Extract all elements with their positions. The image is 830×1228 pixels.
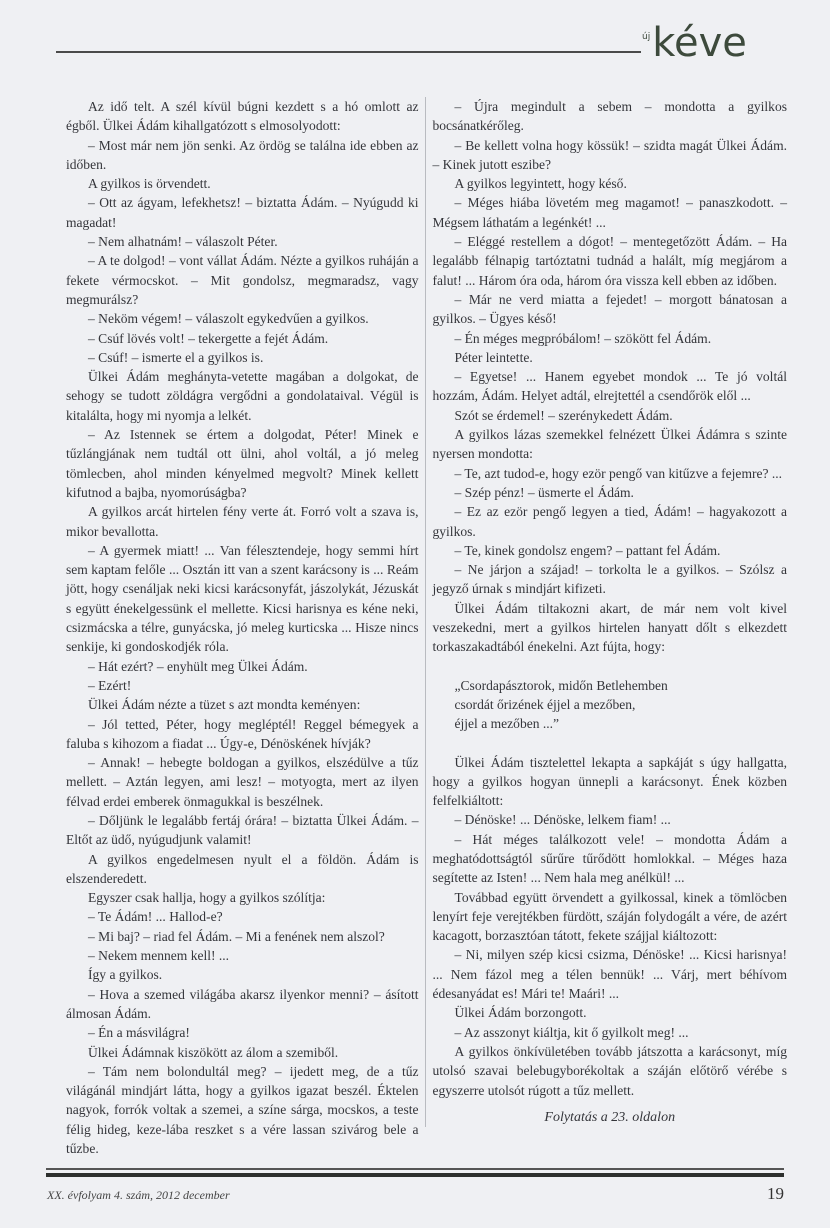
paragraph: – Be kellett volna hogy kössük! – szidta magát Ülkei Ádám. – Kinek jutott eszibe? [432, 137, 787, 172]
article-body [66, 95, 787, 1158]
poem-line: éjjel a mezőben ...” [454, 716, 560, 732]
poem-quote [455, 676, 788, 734]
paragraph: – Te, kinek gondolsz engem? – pattant fel Ádám. [454, 542, 721, 558]
paragraph: – Mi baj? – riad fel Ádám. – Mi a fenének nem alszol? [88, 928, 385, 944]
left-text-column [66, 97, 425, 1158]
magazine-logo [642, 20, 747, 66]
paragraph: Ülkei Ádám tisztelettel lekapta a sapkáját s úgy hallgatta, hogy a gyilkos hogyan ünnepli a karácsonyt. Ének közben felfelkiáltott: [432, 754, 787, 809]
header-rule [56, 51, 641, 53]
paragraph: – Annak! – hebegte boldogan a gyilkos, elszédülve a tűz mellett. – Aztán legyen, ami lesz! – motyogta, mert az ilyen félvad erdei emberek önmagukkal is beszélnek. [66, 755, 419, 809]
paragraph: Ülkei Ádám tiltakozni akart, de már nem volt kivel veszekedni, mert a gyilkos hirtelen hanyatt dőlt s elkezdett torkaszakadtából énekelni. Azt fújta, hogy: [432, 600, 787, 655]
paragraph: Ülkei Ádám nézte a tüzet s azt mondta keményen: [88, 697, 361, 713]
paragraph: – Dőljünk le legalább fertáj órára! – biztatta Ülkei Ádám. – Eltőt az üdő, nyúgudjunk valamit! [66, 812, 419, 848]
paragraph: – Most már nem jön senki. Az ördög se találna ide ebben az időben. [66, 137, 419, 172]
paragraph: A gyilkos önkívületében tovább játszotta a karácsonyt, míg utolsó szavai belebugyborékoltak a száján előtörő vérébe s egyszerre utolsót rúgott a tűz mellett. [432, 1043, 787, 1098]
right-text-column [425, 97, 788, 1127]
logo-small-text: új [642, 32, 651, 42]
paragraph: Ülkei Ádám meghányta-vetette magában a dolgokat, de sehogy se tudott zöldágra vergődni a gondolataival. Végül is kitalálta, hogy mi nyomja a lelkét. [66, 369, 419, 423]
poem-line: „Csordapásztorok, midőn Betlehemben [454, 677, 668, 693]
paragraph: – Csúf lövés volt! – tekergette a fejét Ádám. [88, 330, 329, 346]
paragraph: – Egyetse! ... Hanem egyebet mondok ... Te jó voltál hozzám, Ádám. Helyet adtál, elrejtettél a csendőrök elől ... [432, 369, 787, 404]
paragraph: – Az Istennek se értem a dolgodat, Péter! Minek e tűzlángjának nem tudtál ott ülni, ahol voltál, a jó meleg tömlecben, ahol minden kényelmed megvolt? Minek kellett kifutnod a bajba, nyomorúságba? [66, 427, 419, 500]
paragraph: – Én méges megpróbálom! – szökött fel Ádám. [454, 330, 712, 346]
paragraph: A gyilkos arcát hirtelen fény verte át. Forró volt a szava is, mikor bevallotta. [66, 504, 419, 539]
paragraph: Így a gyilkos. [88, 967, 163, 983]
paragraph: – Neköm végem! – válaszolt egykedvűen a gyilkos. [88, 311, 369, 327]
paragraph: – Eléggé restellem a dógot! – mentegetőzött Ádám. – Ha legalább félnapig tartóztatni tudnád a halált, míg megjárom a falut! ... Három óra oda, három óra vissza kell ebben az időben. [432, 234, 787, 288]
paragraph: – Ez az ezör pengő legyen a tied, Ádám! – hagyakozott a gyilkos. [432, 504, 787, 539]
paragraph: A gyilkos lázas szemekkel felnézett Ülkei Ádámra s szinte nyersen mondotta: [432, 427, 787, 462]
paragraph: Szót se érdemel! – szerénykedett Ádám. [454, 407, 673, 423]
paragraph: – Ezért! [88, 677, 132, 693]
paragraph: – Te Ádám! ... Hallod-e? [88, 909, 223, 925]
paragraph: – Hát ezért? – enyhült meg Ülkei Ádám. [88, 658, 308, 674]
paragraph: – A gyermek miatt! ... Van félesztendeje, hogy semmi hírt sem kaptam felőle ... Osztán itt van a szent karácsony is ... Reám jött, hogy csenáljak neki kicsi karácsonyfát, jászolykát, Jézuskát s együtt énekelgessünk el mellette. Kicsi harisnya es kéne neki, csizmácska a télre, gunyácska, jó meleg kurticska ... Hisze nincs senkije, ki gondoskodjék róla. [66, 542, 419, 655]
paragraph: Ülkei Ádám borzongott. [454, 1005, 587, 1021]
issue-info: XX. évfolyam 4. szám, 2012 december [47, 1188, 230, 1203]
poem-line: csordát őrizének éjjel a mezőben, [454, 696, 636, 712]
paragraph: – Újra megindult a sebem – mondotta a gyilkos bocsánatkérőleg. [432, 99, 787, 134]
paragraph: A gyilkos is örvendett. [88, 176, 211, 192]
paragraph: – Csúf! – ismerte el a gyilkos is. [88, 349, 264, 365]
paragraph: – Ne járjon a szájad! – torkolta le a gyilkos. – Szólsz a jegyző úrnak s mindjárt kifizeti. [432, 562, 787, 597]
paragraph: – Jól tetted, Péter, hogy megléptél! Reggel bémegyek a faluba s kihozom a fiadat ... Úgy-e, Dénöskének hívják? [66, 716, 419, 751]
paragraph: – Az asszonyt kiáltja, kit ő gyilkolt meg! ... [454, 1024, 689, 1040]
paragraph: – Nekem mennem kell! ... [88, 948, 230, 964]
paragraph: Egyszer csak hallja, hogy a gyilkos szólítja: [88, 890, 326, 906]
paragraph: – Tám nem bolondultál meg? – ijedett meg, de a tűz világánál mindjárt látta, hogy a gyilkos igazat beszél. Éktelen nagyok, forrók voltak a szemei, a színe sárga, mocskos, a teste félig hideg, keze-lába reszket s a vére lassan szivárog bele a tűzbe. [66, 1063, 419, 1157]
paragraph: – Nem alhatnám! – válaszolt Péter. [88, 234, 278, 250]
paragraph: Az idő telt. A szél kívül búgni kezdett s a hó omlott az égből. Ülkei Ádám kihallgatózott s elmosolyodott: [66, 99, 419, 134]
paragraph: – Ni, milyen szép kicsi csizma, Dénöske! ... Kicsi harisnya! ... Nem fázol meg a télen bennük! ... Várj, mert béhívom édesanyádat es! Mári te! Maári! ... [432, 947, 787, 1002]
paragraph: – Ott az ágyam, lefekhetsz! – biztatta Ádám. – Nyúgudd ki magadat! [66, 195, 419, 230]
paragraph: – Hova a szemed világába akarsz ilyenkor menni? – ásított álmosan Ádám. [66, 986, 419, 1021]
paragraph: – Dénöske! ... Dénöske, lelkem fiam! ... [454, 812, 671, 828]
logo-main-text: kéve [652, 20, 747, 66]
paragraph: Ülkei Ádámnak kiszökött az álom a szemiből. [88, 1044, 339, 1060]
paragraph: – Méges hiába lövetém meg magamot! – panaszkodott. – Mégsem láthatám a legénkét! ... [432, 195, 787, 230]
footer-rule [46, 1168, 784, 1170]
continued-note: Folytatás a 23. oldalon [544, 1109, 676, 1125]
footer-rule-thick [46, 1173, 784, 1177]
paragraph: A gyilkos legyintett, hogy késő. [454, 176, 627, 192]
page-footer [0, 1168, 830, 1228]
page-number: 19 [767, 1184, 784, 1204]
paragraph: A gyilkos engedelmesen nyult el a földön. Ádám is elszenderedett. [66, 851, 419, 886]
paragraph: – Szép pénz! – üsmerte el Ádám. [454, 484, 634, 500]
paragraph: Továbbad együtt örvendett a gyilkossal, kinek a tömlöcben lenyírt feje verejtékben fürdött, száján folydogált a vére, de azért kacagott, borzasztóan tátott, fekete szájjal kiáltozott: [432, 889, 787, 944]
paragraph: Péter leintette. [454, 349, 533, 365]
paragraph: – Hát méges találkozott vele! – mondotta Ádám a meghatódottságtól sűrűre tűrődött homlokkal. – Méges haza segítette az Isten! ... Nem hala meg anélkül! ... [432, 831, 787, 886]
paragraph: – Már ne verd miatta a fejedet! – morgott bánatosan a gyilkos. – Ügyes késő! [432, 291, 787, 327]
paragraph: – Én a másvilágra! [88, 1025, 190, 1041]
page-header [0, 0, 830, 95]
paragraph: – A te dolgod! – vont vállat Ádám. Nézte a gyilkos ruháján a fekete vérmocskot. – Mit gondolsz, megmaradsz, vagy megmurálsz? [66, 253, 419, 307]
paragraph: – Te, azt tudod-e, hogy ezör pengő van kitűzve a fejemre? ... [454, 465, 783, 481]
